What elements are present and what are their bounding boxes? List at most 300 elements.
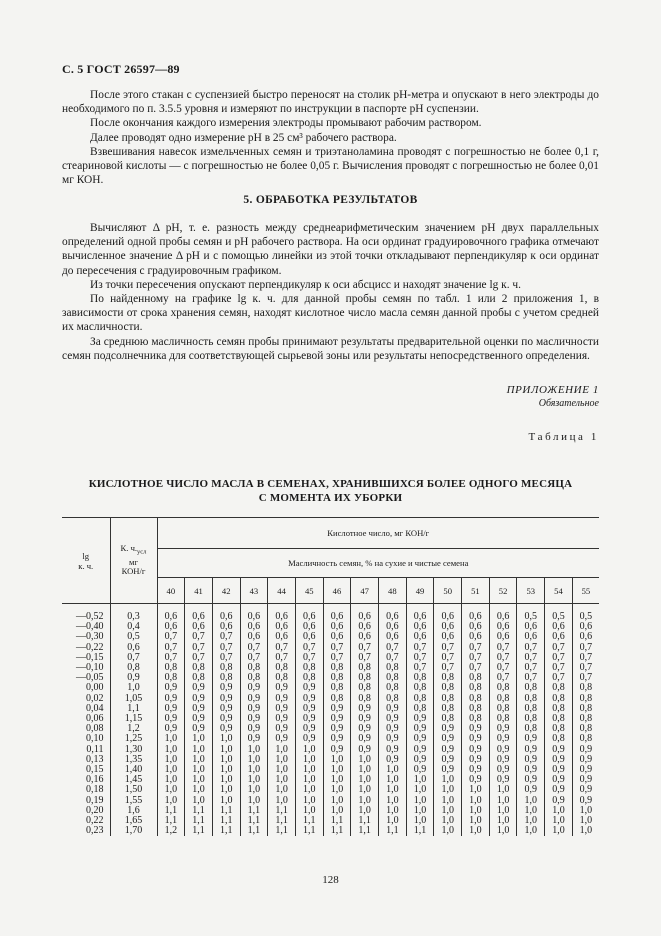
acid-value-cell: 0,8 [489, 683, 517, 693]
acid-value-cell: 0,7 [268, 643, 296, 653]
acid-value-cell: 1,1 [185, 826, 213, 836]
acid-value-cell: 0,9 [489, 734, 517, 744]
acid-value-cell: 1,0 [295, 745, 323, 755]
acid-value-cell: 0,6 [379, 622, 407, 632]
acid-value-cell: 0,9 [462, 724, 490, 734]
acid-value-cell: 1,0 [379, 816, 407, 826]
acid-value-cell: 0,7 [240, 643, 268, 653]
acid-value-cell: 1,0 [434, 816, 462, 826]
acid-value-cell: 0,8 [379, 663, 407, 673]
acid-value-cell: 0,8 [545, 694, 573, 704]
acid-value-cell: 0,7 [489, 643, 517, 653]
acid-value-cell: 0,8 [579, 713, 593, 725]
acid-value-cell: 1,0 [517, 826, 545, 836]
acid-conditional-cell: 1,2 [110, 724, 157, 734]
acid-value-cell: 0,7 [351, 653, 379, 663]
acid-value-cell: 0,6 [295, 604, 323, 623]
acid-value-cell: 0,9 [323, 704, 351, 714]
lg-cell: —0,05 [62, 673, 110, 683]
acid-value-cell: 1,0 [157, 755, 185, 765]
acid-value-cell: 0,6 [434, 632, 462, 642]
acid-value-cell: 0,7 [545, 663, 573, 673]
acid-value-cell: 0,9 [351, 704, 379, 714]
acid-value-cell: 0,7 [462, 653, 490, 663]
acid-value-cell: 0,7 [295, 653, 323, 663]
acid-value-cell: 0,9 [351, 734, 379, 744]
acid-value-cell: 0,8 [351, 683, 379, 693]
acid-value-cell: 1,0 [406, 785, 434, 795]
acid-value-cell: 0,8 [157, 663, 185, 673]
acid-value-cell: 0,5 [517, 604, 545, 623]
acid-value-cell: 0,8 [268, 673, 296, 683]
acid-number-table [62, 517, 599, 836]
acid-value-cell: 0,5 [579, 611, 593, 622]
lg-cell: 0,18 [62, 785, 110, 795]
acid-conditional-cell: 0,7 [110, 653, 157, 663]
lg-cell: —0,10 [62, 663, 110, 673]
acid-value-cell: 0,8 [434, 683, 462, 693]
paragraph: Вычисляют Δ pH, т. е. разность между среднеарифметическим значением pH двух параллельных определений одной пробы семян и pH рабочего раствора. На оси ординат градуировочного графика отмечают вычисленное значение Δ pH и с помощью линейки из этой точки откладывают перпендикуляр к оси ординат до пересечения с градуировочным графиком. [62, 222, 599, 277]
acid-value-cell: 1,1 [268, 806, 296, 816]
acid-value-cell: 0,9 [240, 724, 268, 734]
oil-column-header: 44 [268, 578, 296, 604]
acid-value-cell: 0,6 [323, 622, 351, 632]
acid-conditional-cell: 0,5 [110, 632, 157, 642]
acid-conditional-cell: 1,05 [110, 694, 157, 704]
acid-value-cell: 0,7 [545, 643, 573, 653]
acid-value-cell: 1,0 [212, 785, 240, 795]
acid-value-cell: 1,0 [545, 806, 573, 816]
acid-value-cell: 1,0 [351, 785, 379, 795]
acid-value-cell: 0,8 [323, 673, 351, 683]
acid-value-cell: 0,6 [579, 631, 593, 643]
acid-value-cell: 0,7 [351, 643, 379, 653]
acid-value-cell: 0,9 [157, 714, 185, 724]
oil-column-header: 52 [489, 578, 517, 604]
acid-value-cell: 1,0 [462, 806, 490, 816]
acid-value-cell: 0,8 [579, 682, 593, 694]
acid-value-cell: 0,7 [212, 653, 240, 663]
acid-value-cell: 0,7 [579, 651, 593, 663]
acid-value-cell: 1,1 [268, 816, 296, 826]
appendix-subtitle: Обязательное [538, 398, 599, 409]
acid-value-cell: 1,0 [268, 765, 296, 775]
acid-value-cell: 1,0 [323, 806, 351, 816]
oil-column-header: 42 [212, 578, 240, 604]
column-header-acid-conditional [110, 518, 157, 604]
acid-value-cell: 0,7 [434, 653, 462, 663]
acid-value-cell: 1,0 [240, 745, 268, 755]
acid-value-cell: 0,9 [323, 745, 351, 755]
acid-value-cell: 0,7 [517, 653, 545, 663]
acid-value-cell: 0,8 [240, 663, 268, 673]
acid-value-cell: 0,5 [545, 604, 573, 623]
acid-value-cell: 0,6 [212, 604, 240, 623]
acid-conditional-cell: 0,8 [110, 663, 157, 673]
acid-value-cell: 1,0 [489, 785, 517, 795]
acid-value-cell: 1,0 [406, 806, 434, 816]
acid-value-cell: 0,9 [462, 755, 490, 765]
acid-value-cell: 0,8 [323, 683, 351, 693]
acid-value-cell: 0,8 [351, 694, 379, 704]
acid-value-cell: 0,8 [545, 724, 573, 734]
oil-column-header: 50 [434, 578, 462, 604]
acid-value-cell: 1,0 [157, 785, 185, 795]
acid-conditional-cell: 1,15 [110, 714, 157, 724]
acid-value-cell: 1,0 [323, 765, 351, 775]
acid-value-cell: 0,6 [406, 604, 434, 623]
acid-value-cell: 1,1 [323, 826, 351, 836]
acid-value-cell: 0,8 [406, 673, 434, 683]
acid-value-cell: 0,8 [295, 663, 323, 673]
appendix-title: ПРИЛОЖЕНИЕ 1 [506, 384, 599, 396]
acid-value-cell: 0,8 [351, 673, 379, 683]
paragraph: После этого стакан с суспензией быстро переносят на столик pH-метра и опускают в него электроды до необходимого по п. 3.5.5 уровня и измеряют по инструкции в паспорте pH суспензии. [62, 89, 599, 116]
acid-conditional-cell: 0,4 [110, 622, 157, 632]
acid-value-cell: 1,1 [295, 826, 323, 836]
acid-value-cell: 0,7 [157, 632, 185, 642]
acid-value-cell: 0,8 [545, 683, 573, 693]
paragraph: Взвешивания навесок измельченных семян и триэтаноламина проводят с погрешностью не более 0,1 г, стеариновой кислоты — с погрешностью не более 0,05 г. Вычисления проводят с погрешностью не более 0,01 мг КОН. [62, 145, 599, 187]
acid-value-cell: 0,8 [517, 683, 545, 693]
oil-column-header: 48 [379, 578, 407, 604]
acid-value-cell: 0,6 [406, 632, 434, 642]
lg-cell: 0,11 [62, 745, 110, 755]
acid-value-cell: 0,7 [323, 643, 351, 653]
acid-value-cell: 0,8 [434, 673, 462, 683]
table-title-line: КИСЛОТНОЕ ЧИСЛО МАСЛА В СЕМЕНАХ, ХРАНИВШИХСЯ БОЛЕЕ ОДНОГО МЕСЯЦА [88, 478, 573, 490]
acid-value-cell: 1,0 [295, 806, 323, 816]
acid-value-cell: 0,9 [489, 755, 517, 765]
acid-value-cell: 0,7 [406, 643, 434, 653]
acid-value-cell: 0,9 [579, 794, 593, 806]
acid-conditional-cell: 1,50 [110, 785, 157, 795]
acid-value-cell: 1,0 [240, 775, 268, 785]
acid-value-cell: 0,6 [240, 632, 268, 642]
acid-value-cell: 1,0 [323, 755, 351, 765]
acid-value-cell: 0,7 [517, 673, 545, 683]
acid-value-cell: 1,0 [212, 734, 240, 744]
acid-value-cell: 1,0 [434, 826, 462, 836]
acid-value-cell: 0,8 [489, 714, 517, 724]
acid-value-cell: 0,7 [406, 663, 434, 673]
acid-value-cell: 0,6 [579, 621, 593, 633]
acid-value-cell: 0,8 [462, 694, 490, 704]
acid-value-cell: 1,2 [157, 826, 185, 836]
acid-value-cell: 1,1 [351, 826, 379, 836]
acid-value-cell: 0,9 [434, 734, 462, 744]
acid-value-cell: 1,0 [379, 775, 407, 785]
acid-value-cell: 1,0 [489, 816, 517, 826]
acid-value-cell: 1,1 [379, 826, 407, 836]
header-text: мг [129, 556, 138, 567]
acid-conditional-cell: 0,3 [110, 604, 157, 623]
acid-value-cell: 0,8 [517, 714, 545, 724]
acid-value-cell: 0,9 [212, 683, 240, 693]
lg-cell: —0,52 [62, 604, 110, 623]
acid-value-cell: 0,7 [379, 643, 407, 653]
acid-value-cell: 1,0 [434, 785, 462, 795]
oil-column-header: 55 [572, 578, 599, 604]
acid-conditional-cell: 1,0 [110, 683, 157, 693]
acid-value-cell: 0,6 [323, 632, 351, 642]
acid-value-cell: 1,0 [157, 765, 185, 775]
acid-value-cell: 1,0 [406, 775, 434, 785]
header-acid-number: Кислотное число, мг КОН/г [157, 518, 599, 549]
acid-value-cell: 0,9 [406, 714, 434, 724]
oil-column-header: 46 [323, 578, 351, 604]
acid-value-cell: 1,0 [295, 775, 323, 785]
acid-value-cell: 1,0 [323, 775, 351, 785]
acid-value-cell: 0,9 [434, 755, 462, 765]
acid-value-cell: 0,8 [517, 704, 545, 714]
acid-value-cell: 1,0 [268, 755, 296, 765]
acid-value-cell: 1,0 [489, 806, 517, 816]
acid-value-cell: 1,1 [157, 816, 185, 826]
acid-value-cell: 1,1 [268, 826, 296, 836]
acid-value-cell: 0,9 [379, 714, 407, 724]
acid-value-cell: 1,0 [240, 796, 268, 806]
acid-value-cell: 0,6 [268, 632, 296, 642]
acid-value-cell: 0,9 [545, 796, 573, 806]
acid-value-cell: 0,9 [351, 745, 379, 755]
lg-cell: —0,15 [62, 653, 110, 663]
acid-value-cell: 1,0 [295, 785, 323, 795]
table-row [62, 604, 599, 623]
lg-cell: 0,19 [62, 796, 110, 806]
acid-value-cell: 1,0 [351, 755, 379, 765]
acid-value-cell: 0,7 [406, 653, 434, 663]
acid-value-cell: 0,9 [517, 734, 545, 744]
acid-value-cell: 0,9 [406, 765, 434, 775]
acid-value-cell: 0,9 [545, 785, 573, 795]
acid-value-cell: 0,9 [489, 745, 517, 755]
acid-value-cell: 0,9 [379, 755, 407, 765]
header-text: lg [82, 550, 90, 561]
paragraph: По найденному на графике lg к. ч. для данной пробы семян по табл. 1 или 2 приложения 1, в зависимости от срока хранения семян, находят кислотное число масла семян данной пробы с учетом средней их масличности. [62, 293, 599, 334]
acid-value-cell: 1,1 [295, 816, 323, 826]
acid-value-cell: 0,9 [268, 724, 296, 734]
acid-value-cell: 0,9 [579, 764, 593, 776]
acid-value-cell: 0,6 [489, 622, 517, 632]
acid-value-cell: 0,9 [489, 775, 517, 785]
acid-value-cell: 0,9 [295, 714, 323, 724]
acid-value-cell: 1,1 [240, 816, 268, 826]
acid-value-cell: 0,7 [212, 643, 240, 653]
acid-value-cell: 0,8 [434, 714, 462, 724]
acid-value-cell: 0,9 [295, 724, 323, 734]
acid-value-cell: 0,8 [489, 704, 517, 714]
acid-value-cell: 1,0 [157, 734, 185, 744]
acid-value-cell: 1,0 [351, 775, 379, 785]
acid-value-cell: 0,7 [157, 643, 185, 653]
acid-value-cell: 1,0 [517, 816, 545, 826]
acid-value-cell: 1,0 [268, 796, 296, 806]
paragraph: Далее проводят одно измерение pH в 25 см³ рабочего раствора. [90, 131, 397, 144]
acid-value-cell: 1,0 [462, 816, 490, 826]
acid-value-cell: 0,9 [379, 704, 407, 714]
acid-value-cell: 0,8 [517, 724, 545, 734]
results-paragraphs [62, 221, 599, 363]
acid-value-cell: 0,9 [268, 734, 296, 744]
acid-value-cell: 0,9 [240, 683, 268, 693]
acid-value-cell: 0,8 [434, 704, 462, 714]
acid-value-cell: 0,9 [579, 753, 593, 765]
acid-value-cell: 1,1 [212, 826, 240, 836]
acid-value-cell: 0,9 [295, 694, 323, 704]
acid-value-cell: 1,1 [185, 816, 213, 826]
acid-value-cell: 1,0 [212, 765, 240, 775]
table-title [62, 478, 599, 505]
lg-cell: —0,30 [62, 632, 110, 642]
acid-value-cell: 0,6 [434, 604, 462, 623]
acid-value-cell: 1,0 [379, 785, 407, 795]
lg-cell: 0,16 [62, 775, 110, 785]
acid-value-cell: 1,0 [212, 775, 240, 785]
page-header: С. 5 ГОСТ 26597—89 [62, 62, 180, 76]
acid-value-cell: 0,9 [462, 765, 490, 775]
acid-value-cell: 1,0 [185, 775, 213, 785]
acid-value-cell: 0,9 [489, 724, 517, 734]
acid-value-cell: 0,9 [462, 734, 490, 744]
acid-value-cell: 1,1 [240, 826, 268, 836]
table-label: Таблица 1 [528, 431, 599, 443]
acid-value-cell: 1,1 [212, 816, 240, 826]
acid-value-cell: 1,0 [434, 806, 462, 816]
acid-value-cell: 0,6 [434, 622, 462, 632]
acid-value-cell: 0,6 [323, 604, 351, 623]
acid-value-cell: 1,0 [323, 796, 351, 806]
acid-value-cell: 1,0 [323, 785, 351, 795]
acid-value-cell: 1,0 [268, 745, 296, 755]
acid-value-cell: 0,7 [545, 653, 573, 663]
acid-value-cell: 1,0 [379, 806, 407, 816]
acid-value-cell: 1,0 [212, 796, 240, 806]
acid-value-cell: 0,7 [185, 643, 213, 653]
acid-value-cell: 0,7 [295, 643, 323, 653]
acid-value-cell: 0,9 [379, 724, 407, 734]
lg-cell: 0,23 [62, 826, 110, 836]
acid-value-cell: 1,1 [157, 806, 185, 816]
acid-value-cell: 1,0 [295, 796, 323, 806]
acid-value-cell: 1,0 [185, 734, 213, 744]
acid-value-cell: 0,9 [517, 775, 545, 785]
paragraph: За среднюю масличность семян пробы принимают результаты предварительной оценки по масличности семян подсолнечника для соответствующей сырьевой зоны или результаты непосредственного определения. [62, 335, 599, 362]
header-oil-content: Масличность семян, % на сухие и чистые семена [157, 549, 599, 578]
acid-value-cell: 1,0 [406, 816, 434, 826]
acid-value-cell: 0,7 [434, 643, 462, 653]
acid-value-cell: 1,0 [489, 826, 517, 836]
acid-value-cell: 0,6 [517, 622, 545, 632]
acid-value-cell: 0,9 [406, 745, 434, 755]
acid-conditional-cell: 1,70 [110, 826, 157, 836]
acid-value-cell: 0,9 [185, 694, 213, 704]
lg-cell: 0,10 [62, 734, 110, 744]
acid-value-cell: 0,9 [517, 765, 545, 775]
acid-conditional-cell: 1,65 [110, 816, 157, 826]
acid-value-cell: 1,0 [434, 775, 462, 785]
acid-value-cell: 0,9 [268, 714, 296, 724]
acid-value-cell: 0,6 [489, 632, 517, 642]
acid-value-cell: 0,7 [489, 673, 517, 683]
acid-value-cell: 1,0 [379, 765, 407, 775]
acid-value-cell: 0,8 [462, 683, 490, 693]
acid-value-cell: 0,9 [579, 774, 593, 786]
acid-value-cell: 1,0 [185, 796, 213, 806]
acid-value-cell: 0,7 [462, 663, 490, 673]
oil-column-header: 40 [157, 578, 185, 604]
acid-value-cell: 1,0 [545, 826, 573, 836]
acid-value-cell: 0,8 [462, 714, 490, 724]
acid-value-cell: 0,9 [212, 704, 240, 714]
acid-value-cell: 0,8 [406, 694, 434, 704]
paragraph: Из точки пересечения опускают перпендикуляр к оси абсцисс и находят значение lg к. ч. [90, 278, 521, 291]
acid-value-cell: 0,7 [517, 663, 545, 673]
acid-value-cell: 0,7 [462, 643, 490, 653]
acid-conditional-cell: 1,35 [110, 755, 157, 765]
acid-value-cell: 1,0 [268, 785, 296, 795]
acid-value-cell: 0,6 [379, 632, 407, 642]
acid-value-cell: 0,8 [185, 663, 213, 673]
acid-conditional-cell: 1,45 [110, 775, 157, 785]
acid-conditional-cell: 1,6 [110, 806, 157, 816]
acid-value-cell: 1,0 [295, 755, 323, 765]
acid-value-cell: 0,8 [379, 694, 407, 704]
acid-value-cell: 0,8 [379, 683, 407, 693]
acid-value-cell: 0,6 [212, 622, 240, 632]
acid-value-cell: 0,9 [579, 784, 593, 796]
acid-value-cell: 0,8 [462, 704, 490, 714]
acid-value-cell: 0,6 [185, 622, 213, 632]
acid-value-cell: 0,6 [379, 604, 407, 623]
acid-value-cell: 0,7 [434, 663, 462, 673]
acid-value-cell: 0,9 [462, 745, 490, 755]
acid-value-cell: 1,0 [295, 765, 323, 775]
acid-value-cell: 0,9 [157, 724, 185, 734]
lg-cell: 0,08 [62, 724, 110, 734]
oil-column-header: 49 [406, 578, 434, 604]
acid-value-cell: 0,9 [323, 724, 351, 734]
acid-value-cell: 1,1 [212, 806, 240, 816]
acid-value-cell: 0,7 [268, 653, 296, 663]
acid-value-cell: 0,9 [157, 683, 185, 693]
lg-cell: 0,22 [62, 816, 110, 826]
acid-value-cell: 0,6 [462, 632, 490, 642]
acid-value-cell: 0,6 [240, 622, 268, 632]
acid-value-cell: 0,9 [185, 714, 213, 724]
lg-cell: 0,04 [62, 704, 110, 714]
acid-value-cell: 1,0 [185, 765, 213, 775]
acid-value-cell: 0,7 [185, 653, 213, 663]
acid-value-cell: 0,9 [240, 694, 268, 704]
acid-value-cell: 0,8 [462, 673, 490, 683]
acid-value-cell: 0,8 [351, 663, 379, 673]
acid-value-cell: 0,9 [379, 734, 407, 744]
acid-value-cell: 1,0 [489, 796, 517, 806]
table-body [62, 604, 599, 837]
acid-conditional-cell: 1,1 [110, 704, 157, 714]
acid-value-cell: 0,9 [185, 724, 213, 734]
acid-value-cell: 0,9 [323, 734, 351, 744]
acid-value-cell: 0,8 [212, 663, 240, 673]
acid-value-cell: 0,6 [295, 622, 323, 632]
acid-value-cell: 0,8 [579, 723, 593, 735]
oil-column-header: 45 [295, 578, 323, 604]
acid-value-cell: 0,9 [545, 745, 573, 755]
acid-value-cell: 1,1 [240, 806, 268, 816]
intro-paragraphs [62, 88, 599, 187]
table-row [62, 826, 599, 836]
